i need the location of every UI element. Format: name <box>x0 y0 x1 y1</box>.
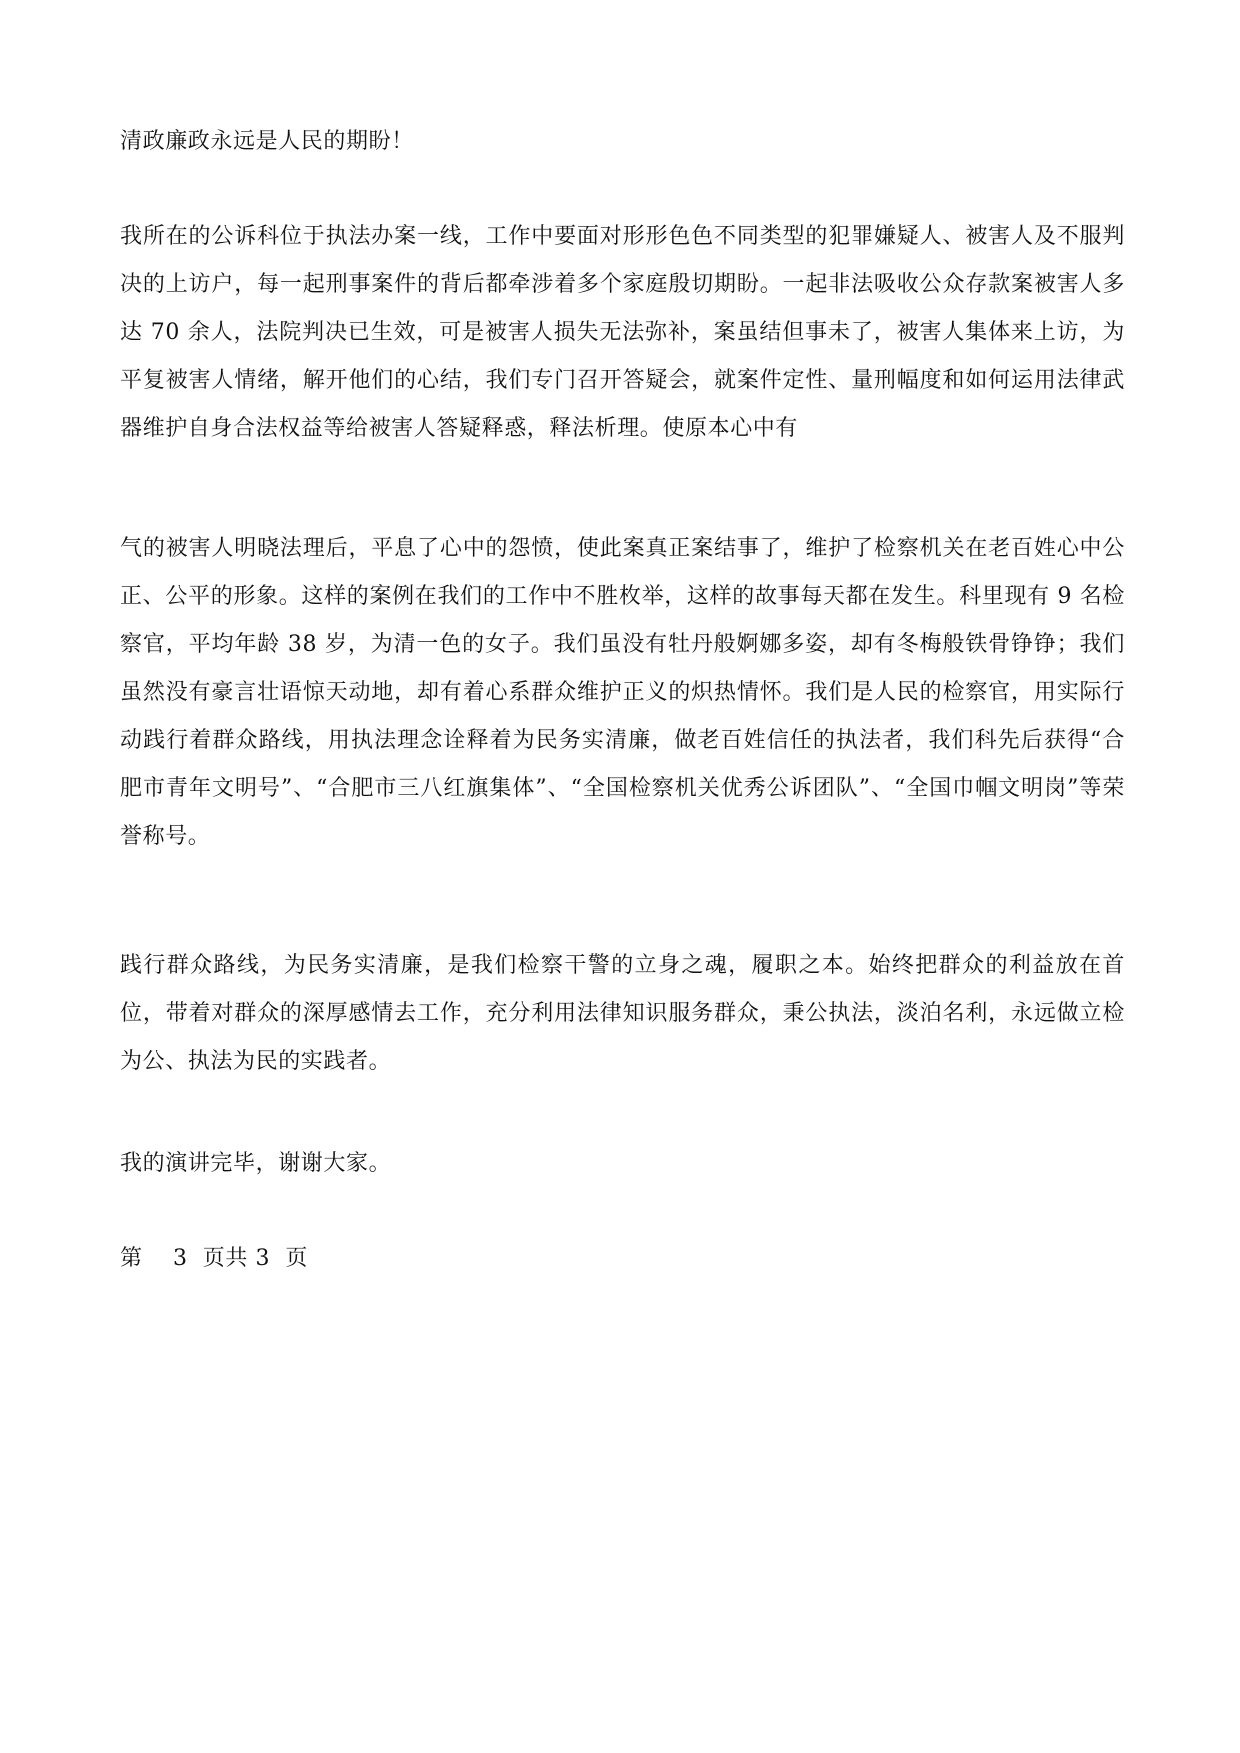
paragraph-closing: 我的演讲完毕，谢谢大家。 <box>120 1151 392 1176</box>
paragraph-opening-line: 清政廉政永远是人民的期盼！ <box>120 129 414 154</box>
paragraph-mass-line: 践行群众路线，为民务实清廉，是我们检察干警的立身之魂，履职之本。始终把群众的利益放在首位，带着对群众的深厚感情去工作，充分利用法律知识服务群众，秉公执法，淡泊名利，永远做立检为公、执法为民的实践者。 <box>120 953 1125 1074</box>
paragraph-public-prosecution: 我所在的公诉科位于执法办案一线，工作中要面对形形色色不同类型的犯罪嫌疑人、被害人及不服判决的上访户，每一起刑事案件的背后都牵涉着多个家庭殷切期盼。一起非法吸收公众存款案被害人多达 70 余人，法院判决已生效，可是被害人损失无法弥补，案虽结但事未了，被害人集体来上访，为平复被害人情绪，解开他们的心结，我们专门召开答疑会，就案件定性、量刑幅度和如何运用法律武器维护自身合法权益等给被害人答疑释惑，释法析理。使原本心中有 <box>120 224 1125 441</box>
paragraph-case-outcome: 气的被害人明晓法理后，平息了心中的怨愤，使此案真正案结事了，维护了检察机关在老百姓心中公正、公平的形象。这样的案例在我们的工作中不胜枚举，这样的故事每天都在发生。科里现有 9 名检察官，平均年龄 38 岁，为清一色的女子。我们虽没有牡丹般婀娜多姿，却有冬梅般铁骨铮铮；我们虽然没有豪言壮语惊天动地，却有着心系群众维护正义的炽热情怀。我们是人民的检察官，用实际行动践行着群众路线，用执法理念诠释着为民务实清廉，做老百姓信任的执法者，我们科先后获得“合肥市青年文明号”、“合肥市三八红旗集体”、“全国检察机关优秀公诉团队”、“全国巾帼文明岗”等荣誉称号。 <box>120 536 1125 849</box>
page-number-footer: 第 3 页共 3 页 <box>120 1246 308 1271</box>
